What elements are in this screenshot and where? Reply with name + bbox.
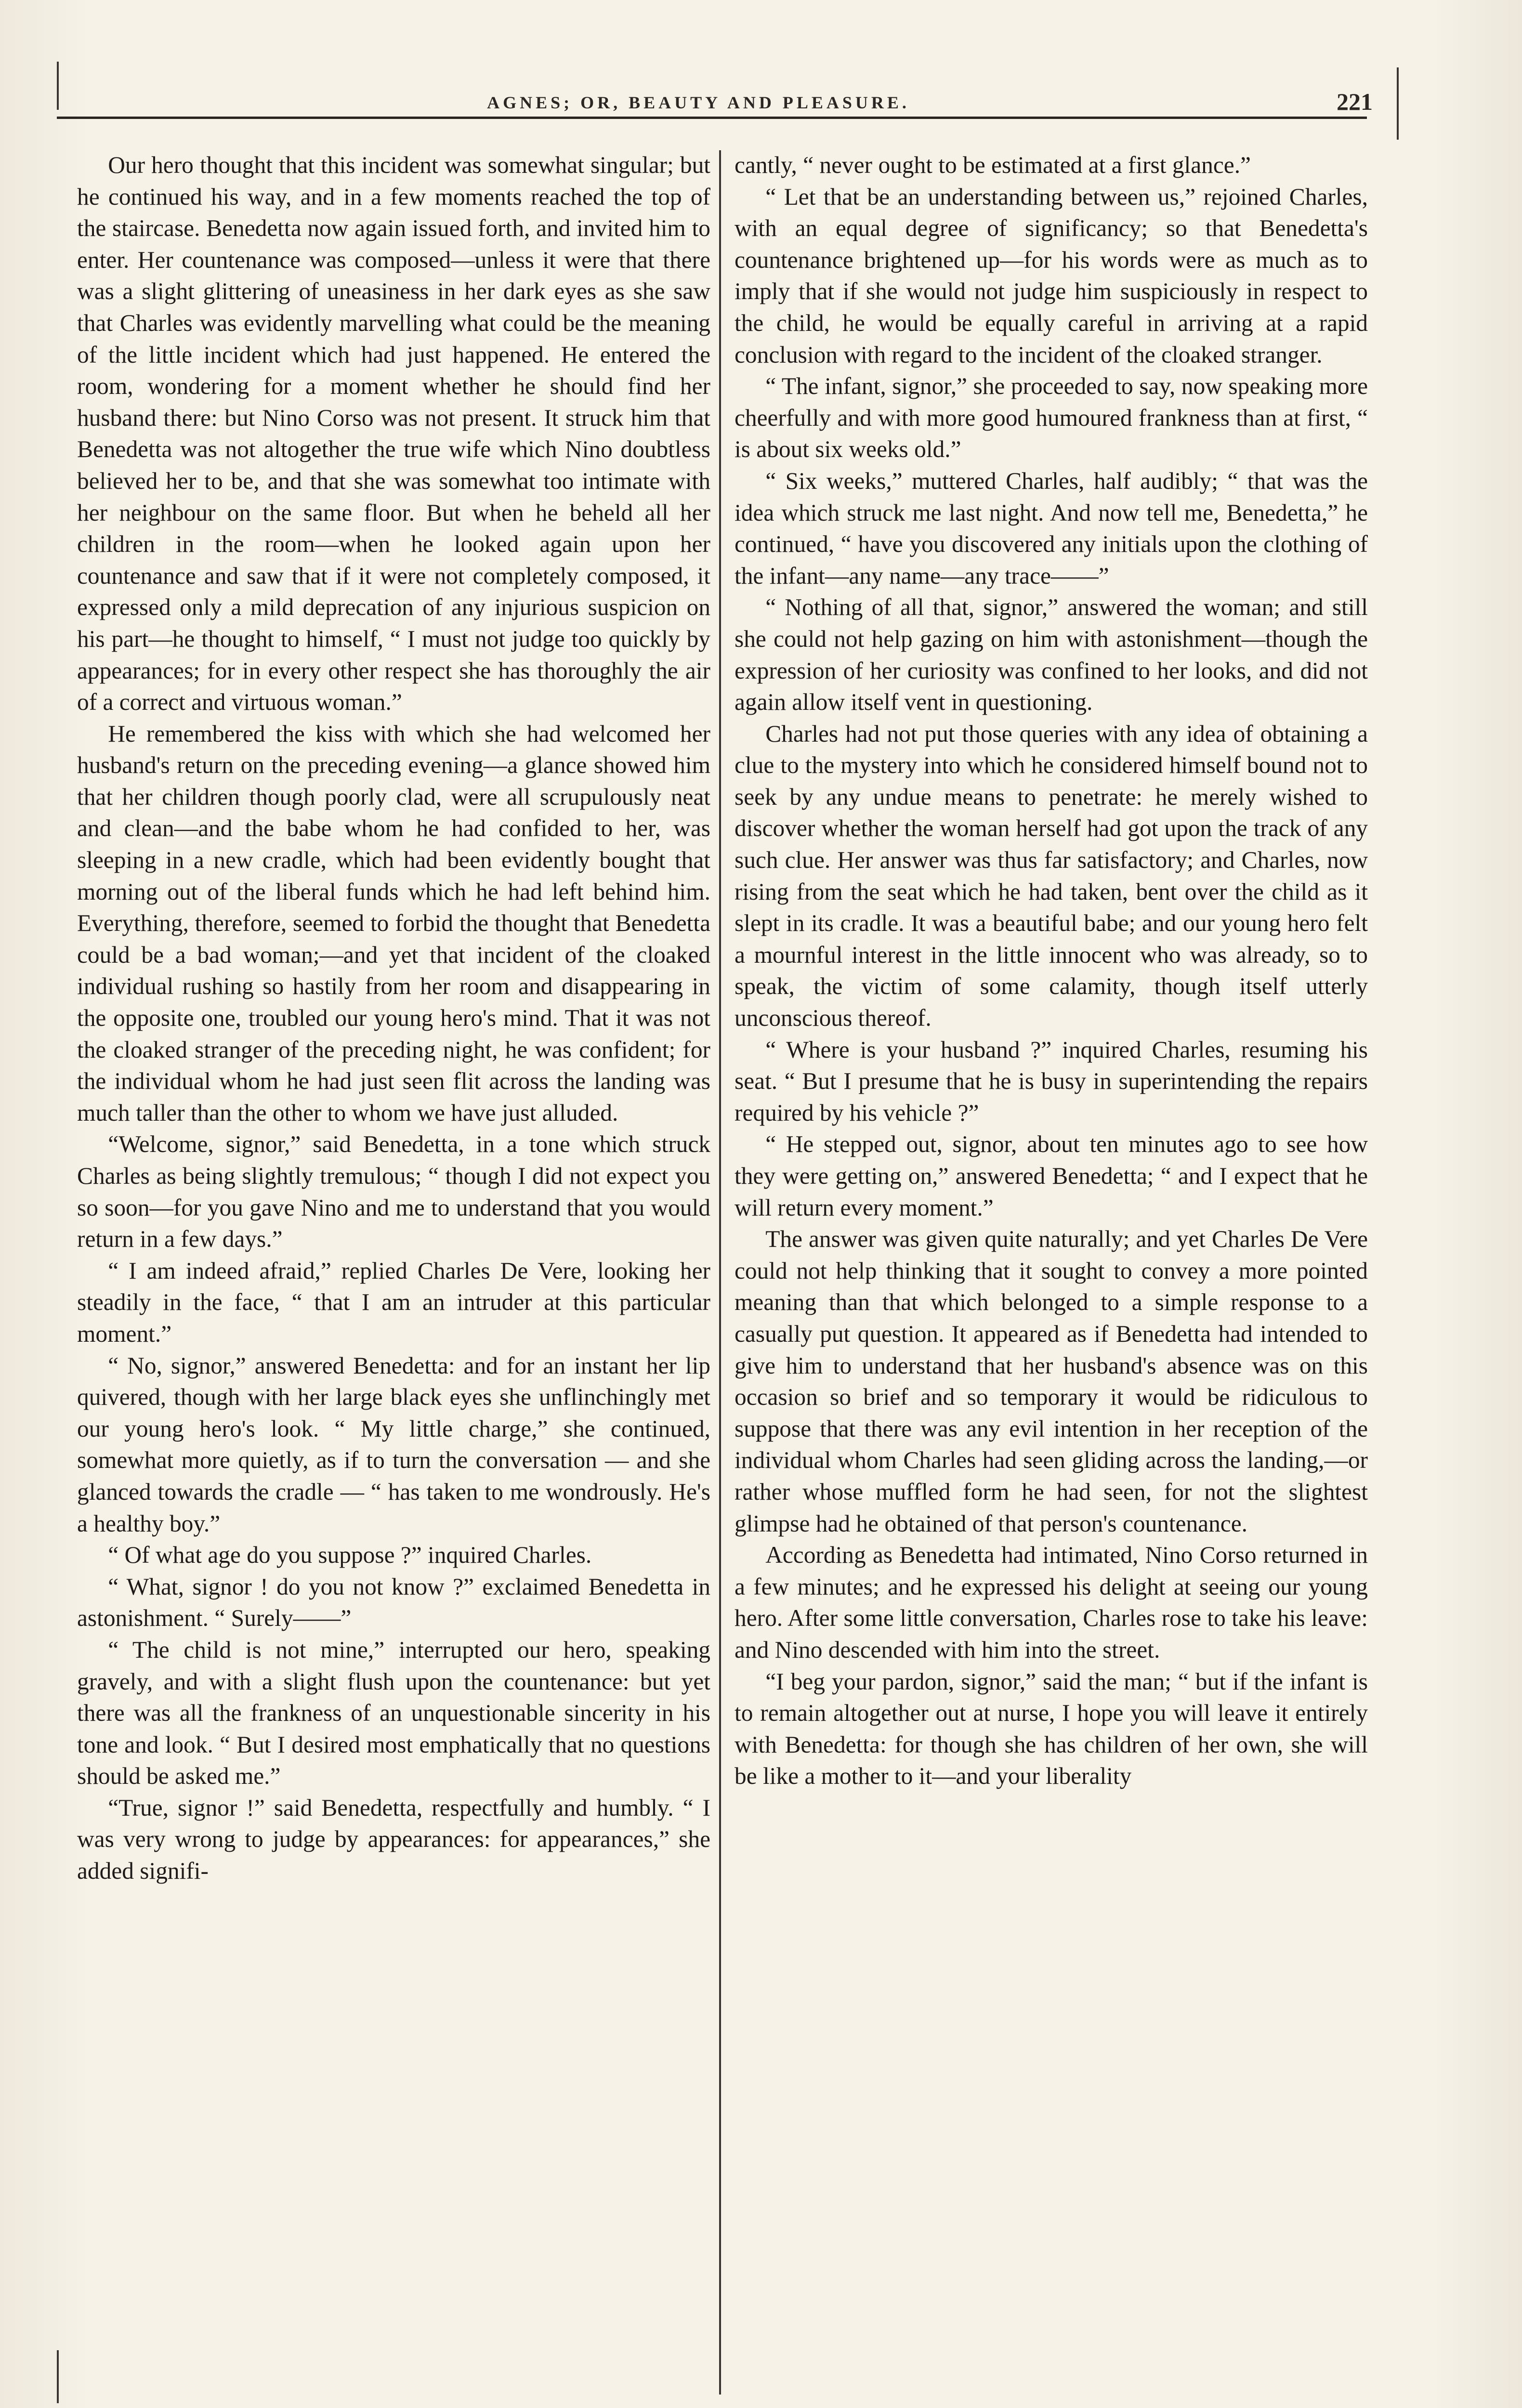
right-paragraph: “ Let that be an understanding between us,” rejoined Charles, with an equal degree of significancy; so that Benedetta's countenance brightened up—for his words were as much as to imply that if she would not judge him suspiciously in respect to the child, he would be equally careful in arriving at a rapid conclusion with regard to the incident of the cloaked stranger.	[735, 183, 1368, 368]
left-paragraph: “ I am indeed afraid,” replied Charles De Vere, looking her steadily in the face, “ that I am an intruder at this particular moment.”	[77, 1257, 710, 1347]
column-divider	[719, 150, 721, 2395]
left-paragraph: “ What, signor ! do you not know ?” exclaimed Benedetta in astonishment. “ Surely——”	[77, 1573, 710, 1632]
right-paragraph: “ Nothing of all that, signor,” answered the woman; and still she could not help gazing on him with astonishment—though the expression of her curiosity was confined to her looks, and did not again allow itself vent in questioning.	[735, 594, 1368, 716]
left-paragraph: Our hero thought that this incident was somewhat singular; but he continued his way, and in a few moments reached the top of the staircase. Benedetta now again issued forth, and invited him to enter. Her countenance was composed—unless it were that there was a slight glittering of uneasiness in her dark eyes as she saw that Charles was evidently marvelling what could be the meaning of the little incident which had just happened. He entered the room, wondering for a moment whether he should find her husband there: but Nino Corso was not present. It struck him that Benedetta was not altogether the true wife which Nino doubtless believed her to be, and that she was somewhat too intimate with her neighbour on the same floor. But when he beheld all her children in the room—when he looked again upon her countenance and saw that if it were not completely composed, it expressed only a mild deprecation of any injurious suspicion on his part—he thought to himself, “ I must not judge too quickly by appearances; for in every other respect she has thoroughly the air of a correct and virtuous woman.”	[77, 152, 710, 716]
right-paragraph: “ Where is your husband ?” inquired Charles, resuming his seat. “ But I presume that he is busy in superintending the repairs required by his vehicle ?”	[735, 1036, 1368, 1126]
left-paragraph: “Welcome, signor,” said Benedetta, in a tone which struck Charles as being slightly tremulous; “ though I did not expect you so soon—for you gave Nino and me to understand that you would return in a few days.”	[77, 1131, 710, 1253]
right-paragraph: “ He stepped out, signor, about ten minutes ago to see how they were getting on,” answered Benedetta; “ and I expect that he will return every moment.”	[735, 1131, 1368, 1221]
left-paragraph: “ No, signor,” answered Benedetta: and for an instant her lip quivered, though with her large black eyes she unflinchingly met our young hero's look. “ My little charge,” she continued, somewhat more quietly, as if to turn the conversation — and she glanced towards the cradle — “ has taken to me wondrously. He's a healthy boy.”	[77, 1352, 710, 1537]
right-paragraph: “ Six weeks,” muttered Charles, half audibly; “ that was the idea which struck me last night. And now tell me, Benedetta,” he continued, “ have you discovered any initials upon the clothing of the infant—any name—any trace——”	[735, 467, 1368, 589]
right-column	[735, 149, 1368, 2408]
right-paragraph: Charles had not put those queries with any idea of obtaining a clue to the mystery into which he considered himself bound not to seek by any undue means to penetrate: he merely wished to discover whether the woman herself had got upon the track of any such clue. Her answer was thus far satisfactory; and Charles, now rising from the seat which he had taken, bent over the child as it slept in its cradle. It was a beautiful babe; and our young hero felt a mournful interest in the little innocent who was already, so to speak, the victim of some calamity, though itself utterly unconscious thereof.	[735, 720, 1368, 1032]
right-paragraph: “ The infant, signor,” she proceeded to say, now speaking more cheerfully and with more good humoured frankness than at first, “ is about six weeks old.”	[735, 373, 1368, 463]
left-paragraph: “ The child is not mine,” interrupted our hero, speaking gravely, and with a slight flush upon the countenance: but yet there was all the frankness of an unquestionable sincerity in his tone and look. “ But I desired most emphatically that no questions should be asked me.”	[77, 1636, 710, 1790]
right-paragraph: According as Benedetta had intimated, Nino Corso returned in a few minutes; and he expressed his delight at seeing our young hero. After some little conversation, Charles rose to take his leave: and Nino descended with him into the street.	[735, 1542, 1368, 1663]
running-title: AGNES; OR, BEAUTY AND PLEASURE.	[487, 93, 910, 112]
page-number: 221	[1337, 88, 1373, 115]
left-paragraph: “True, signor !” said Benedetta, respectfully and humbly. “ I was very wrong to judge by appearances: for appearances,” she added signifi-	[77, 1794, 710, 1885]
left-paragraph: He remembered the kiss with which she had welcomed her husband's return on the preceding evening—a glance showed him that her children though poorly clad, were all scrupulously neat and clean—and the babe whom he had confided to her, was sleeping in a new cradle, which had been evidently bought that morning out of the liberal funds which he had left behind him. Everything, therefore, seemed to forbid the thought that Benedetta could be a bad woman;—and yet that incident of the cloaked individual rushing so hastily from her room and disappearing in the opposite one, troubled our young hero's mind. That it was not the cloaked stranger of the preceding night, he was confident; for the individual whom he had just seen flit across the landing was much taller than the other to whom we have just alluded.	[77, 720, 710, 1126]
header-rule	[57, 117, 1367, 119]
right-paragraph: “I beg your pardon, signor,” said the man; “ but if the infant is to remain altogether out at nurse, I hope you will leave it entirely with Benedetta: for though she has children of her own, she will be like a mother to it—and your liberality	[735, 1668, 1368, 1790]
left-edge-mark-bottom	[57, 2350, 59, 2403]
right-edge-mark-top	[1397, 67, 1399, 140]
right-paragraph: cantly, “ never ought to be estimated at a first glance.”	[735, 152, 1251, 178]
left-column	[77, 149, 710, 2408]
left-paragraph: “ Of what age do you suppose ?” inquired Charles.	[108, 1542, 592, 1569]
right-paragraph: The answer was given quite naturally; and yet Charles De Vere could not help thinking that it sought to convey a more pointed meaning than that which belonged to a simple response to a casually put question. It appeared as if Benedetta had intended to give him to understand that her husband's absence was on this occasion so brief and so temporary it would be ridiculous to suppose that there was any evil intention in her reception of the individual whom Charles had seen gliding across the landing,—or rather whose muffled form he had seen, for not the slightest glimpse had he obtained of that person's countenance.	[735, 1226, 1368, 1537]
